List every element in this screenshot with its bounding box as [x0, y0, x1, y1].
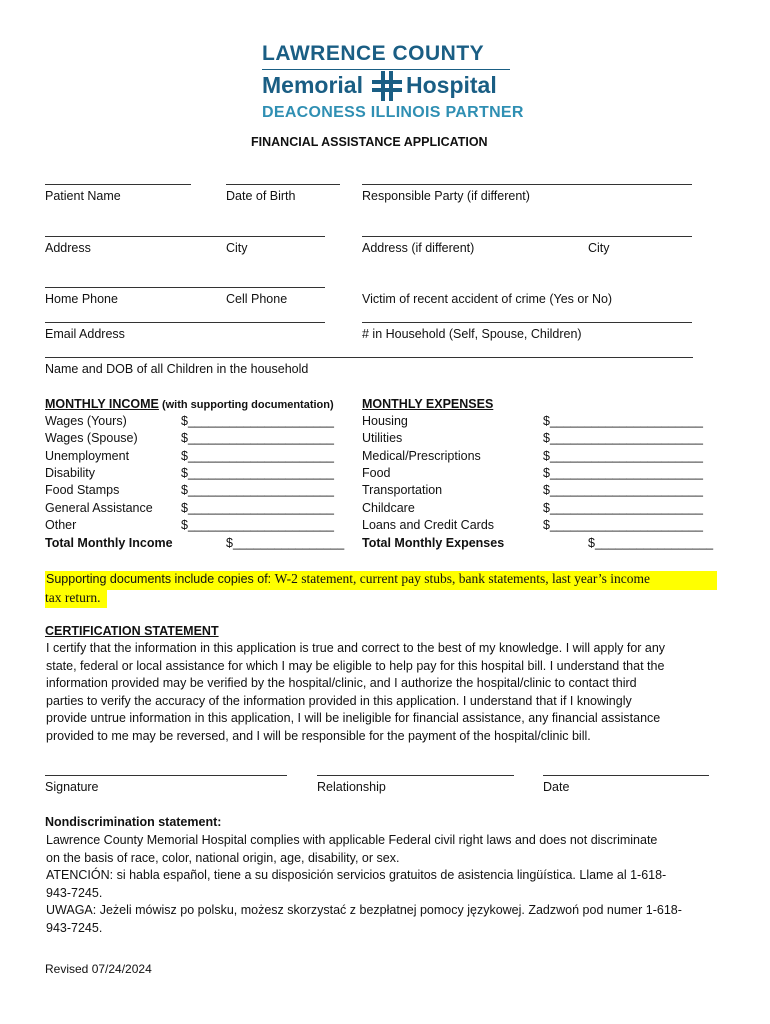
income-item-label: Unemployment	[45, 448, 130, 463]
responsible-party-label: Responsible Party (if different)	[362, 189, 530, 203]
children-label: Name and DOB of all Children in the household	[45, 362, 309, 376]
date-label: Date	[543, 780, 570, 794]
certification-heading: CERTIFICATION STATEMENT	[45, 624, 219, 638]
income-item-label: Wages (Yours)	[45, 414, 127, 428]
address-alt-label: Address (if different)	[362, 241, 475, 255]
certification-line: provided to me may be reversed, and I will be responsible for the payment of the hospital/clinic bill.	[46, 728, 591, 743]
nondiscrimination-heading: Nondiscrimination statement:	[45, 815, 222, 829]
expenses-total-field[interactable]: $_________________	[588, 536, 714, 550]
income-item-label: Other	[45, 517, 77, 532]
nondiscrimination-line: 943-7245.	[46, 885, 103, 900]
income-subheading: (with supporting documentation)	[158, 399, 334, 411]
home-phone-label: Home Phone	[45, 292, 118, 306]
expense-item-label: Childcare	[362, 500, 415, 515]
supporting-highlight-2	[45, 590, 107, 608]
relationship-line[interactable]	[317, 775, 514, 776]
email-line[interactable]	[45, 322, 325, 323]
signature-label: Signature	[45, 780, 99, 794]
patient-name-label: Patient Name	[45, 189, 121, 203]
form-title: FINANCIAL ASSISTANCE APPLICATION	[251, 135, 488, 149]
income-item-field[interactable]: $_____________________	[181, 414, 334, 428]
expense-item-label: Utilities	[362, 431, 403, 446]
nondiscrimination-line: on the basis of race, color, national origin, age, disability, or sex.	[46, 850, 400, 865]
nondiscrimination-text	[46, 832, 726, 937]
income-item-label: Disability	[45, 465, 96, 480]
expense-item-field[interactable]: $______________________	[543, 465, 703, 480]
responsible-party-line[interactable]	[362, 184, 692, 185]
nondiscrimination-line: Lawrence County Memorial Hospital complies with applicable Federal civil right laws and does not discriminate	[46, 833, 658, 847]
expense-item-field[interactable]: $______________________	[543, 500, 703, 515]
dob-line[interactable]	[226, 184, 340, 185]
expense-item-label: Housing	[362, 414, 408, 428]
income-item-field[interactable]: $_____________________	[181, 465, 334, 480]
income-item-label: Wages (Spouse)	[45, 431, 138, 446]
household-label: # in Household (Self, Spouse, Children)	[362, 327, 582, 341]
expenses-total-label: Total Monthly Expenses	[362, 536, 505, 550]
certification-line: I certify that the information in this application is true and correct to the best of my knowledge. I will apply for any	[46, 641, 666, 655]
expense-item-field[interactable]: $______________________	[543, 414, 703, 428]
logo-title: LAWRENCE COUNTY	[262, 42, 485, 65]
income-item-field[interactable]: $_____________________	[181, 500, 334, 515]
address-label: Address	[45, 241, 91, 255]
certification-line: parties to verify the accuracy of the information provided in this application. I understand that if I knowingly	[46, 693, 632, 708]
expenses-heading: MONTHLY EXPENSES	[362, 397, 494, 411]
income-item-label: General Assistance	[45, 500, 153, 515]
signature-line[interactable]	[45, 775, 287, 776]
certification-line: information provided may be verified by the hospital/clinic, and I authorize the hospital/clinic to contact third	[46, 676, 637, 690]
logo-hospital: Hospital	[406, 72, 497, 98]
dob-label: Date of Birth	[226, 189, 296, 203]
email-label: Email Address	[45, 327, 125, 341]
supporting-docs-end: tax return.	[45, 590, 101, 605]
income-item-field[interactable]: $_____________________	[181, 431, 334, 446]
logo-memorial: Memorial	[262, 72, 363, 98]
expense-item-field[interactable]: $______________________	[543, 483, 703, 498]
supporting-docs: W-2 statement, current pay stubs, bank statements, last year’s income	[274, 571, 651, 586]
address-line[interactable]	[45, 236, 325, 237]
income-heading-text: MONTHLY INCOME	[45, 397, 159, 411]
accident-label: Victim of recent accident of crime (Yes or No)	[362, 292, 613, 306]
nondiscrimination-line: 943-7245.	[46, 920, 103, 935]
supporting-intro: Supporting documents include copies of:	[46, 572, 275, 586]
income-item-field[interactable]: $_____________________	[181, 448, 334, 463]
phone-line[interactable]	[45, 287, 325, 288]
expense-item-field[interactable]: $______________________	[543, 431, 703, 446]
date-line[interactable]	[543, 775, 709, 776]
certification-line: state, federal or local assistance for which I may be eligible to help pay for this hospital bill. I understand that the	[46, 658, 665, 673]
relationship-label: Relationship	[317, 780, 386, 794]
supporting-highlight-1	[45, 571, 717, 590]
address-alt-line[interactable]	[362, 236, 692, 237]
expense-item-label: Loans and Credit Cards	[362, 517, 495, 532]
household-line[interactable]	[362, 322, 692, 323]
city-label: City	[226, 241, 248, 255]
certification-line: provide untrue information in this application, I will be ineligible for financial assistance, any financial assistance	[46, 711, 661, 725]
expense-item-label: Transportation	[362, 483, 443, 498]
income-total-label: Total Monthly Income	[45, 536, 173, 550]
revised-date: Revised 07/24/2024	[45, 962, 152, 976]
children-line[interactable]	[45, 357, 693, 358]
income-total-field[interactable]: $________________	[226, 536, 345, 550]
city-alt-label: City	[588, 241, 610, 255]
expense-item-label: Medical/Prescriptions	[362, 448, 481, 463]
income-heading	[45, 397, 334, 411]
patient-name-line[interactable]	[45, 184, 191, 185]
logo-rule	[262, 69, 510, 70]
income-item-field[interactable]: $_____________________	[181, 517, 334, 532]
income-item-field[interactable]: $_____________________	[181, 483, 334, 498]
expense-item-field[interactable]: $______________________	[543, 448, 703, 463]
income-item-label: Food Stamps	[45, 483, 120, 498]
hospital-cross-icon	[372, 71, 402, 101]
certification-text	[46, 640, 726, 745]
expense-item-label: Food	[362, 465, 391, 480]
cell-phone-label: Cell Phone	[226, 292, 288, 306]
nondiscrimination-line: UWAGA: Jeżeli mówisz po polsku, możesz skorzystać z bezpłatnej pomocy językowej. Zadzwoń pod numer 1-618-	[46, 903, 682, 917]
expense-item-field[interactable]: $______________________	[543, 517, 703, 532]
nondiscrimination-line: ATENCIÓN: si habla español, tiene a su disposición servicios gratuitos de asistencia lingüística. Llame al 1-618-	[46, 868, 667, 882]
logo-partner: DEACONESS ILLINOIS PARTNER	[262, 104, 524, 121]
